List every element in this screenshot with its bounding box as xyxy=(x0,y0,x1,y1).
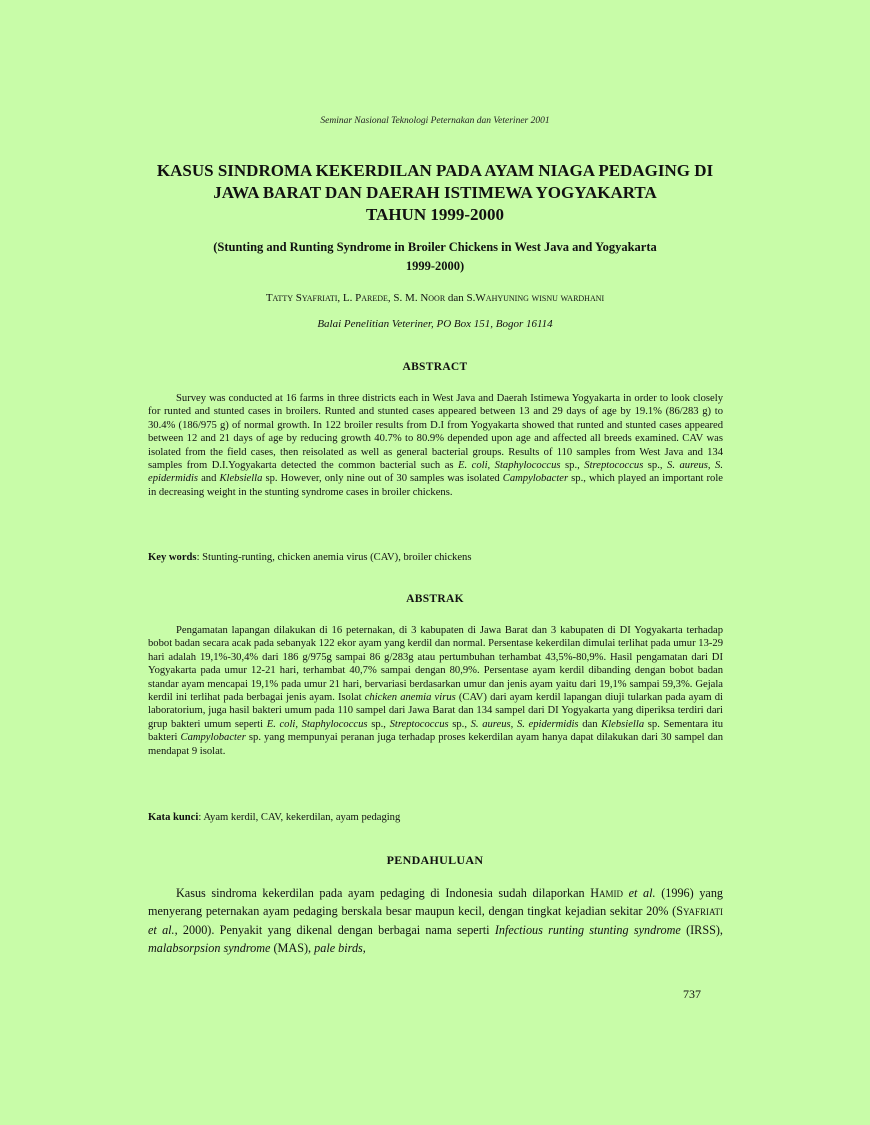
text: Survey was conducted at 16 farms in three districts each in West Java and Daerah Istimewa Yogyakarta in order to look closely for runted and stunted cases in broilers. Runted and stunted cases appeared between 13 and 29 days of age by 19.1% (86/283 g) to 30.4% (186/975 g) of normal growth. In 122 broiler results from D.I from Yogyakarta showed that runted and stunted cases appeared between 12 and 21 days of age by reducing growth 40.7% to 80.9% depended upon age and affected all breeds examined. CAV was isolated from the field cases, then reisolated as well as general bacterial groups. Results of 110 samples from West Java and 134 samples from D.I.Yogyakarta detected the common bacterial such as xyxy=(148,393,723,472)
italic-text: pale birds, xyxy=(314,941,366,956)
text: sp. Sementara itu bakteri xyxy=(148,718,724,744)
text: sp., xyxy=(560,460,585,472)
author-citation: Hamid xyxy=(590,886,624,900)
author-names: S.Wahyuning wisnu wardhani xyxy=(466,292,605,304)
text: sp., xyxy=(643,460,668,472)
italic-text: S. aureus, S. epidermidis xyxy=(148,460,724,485)
paper-subtitle xyxy=(150,238,720,276)
abstrak-heading: ABSTRAK xyxy=(406,593,464,605)
italic-text: E. coli, Staphylococcus xyxy=(458,460,561,472)
running-head: Seminar Nasional Teknologi Peternakan dan Veteriner 2001 xyxy=(320,116,550,126)
text: sp. yang mempunyai peranan juga terhadap proses kekerdilan ayam hanya dapat dilakukan dari 30 sampel dan mendapat 9 isolat. xyxy=(148,732,723,757)
italic-text: E. coli, Staphylococcus xyxy=(266,718,368,730)
title-line: KASUS SINDROMA KEKERDILAN PADA AYAM NIAGA PEDAGING DI xyxy=(156,161,714,180)
italic-text: malabsorpsion syndrome xyxy=(148,941,271,956)
abstract-keywords xyxy=(148,552,723,563)
author-and: dan xyxy=(447,292,464,304)
abstract-heading: ABSTRACT xyxy=(402,361,468,373)
text: (CAV) dari ayam kerdil lapangan diuji tularkan pada ayam di laboratorium, juga hasil bakteri umum pada 110 sampel dari Jawa Barat dan 134 sampel dari DI Yogyakarta yang diperiksa terdiri dari grup bakteri umum seperti xyxy=(148,692,723,730)
text: (MAS), xyxy=(270,941,315,956)
abstract-body xyxy=(148,392,723,499)
italic-text: et al. xyxy=(623,886,656,900)
text: Pengamatan lapangan dilakukan di 16 peternakan, di 3 kabupaten di Jawa Barat dan 3 kabupaten di DI Yogyakarta terhadap bobot badan secara acak pada sebanyak 122 ekor ayam yang kerdil dan normal. Persentase kekerdilan dimulai terlihat pada umur 13-29 hari adalah 19,1%-30,4% dari 186 g/975g sampai 86 g/283g atau pertumbuhan terhambat 43,5%-80,9%. Hasil pengamatan dari DI Yogyakarta pada umur 12-21 hari, terhambat 40,7% sampai dengan 80,9%. Persentase ayam kerdil dibanding dengan bobot badan standar ayam mencapai 19,1% pada umur 21 hari, bervariasi berdasarkan umur dan jenis ayam yaitu dari 19,1% sampai 59,3%. Gejala kerdil ini terlihat pada berbagai jenis ayam. Isolat xyxy=(148,625,723,704)
keywords-text: : Ayam kerdil, CAV, kekerdilan, ayam pedaging xyxy=(198,812,401,823)
italic-text: Campylobacter xyxy=(180,732,246,744)
keywords-label: Kata kunci xyxy=(148,812,199,823)
text: sp. However, only nine out of 30 samples was isolated xyxy=(262,473,503,485)
intro-heading: PENDAHULUAN xyxy=(386,853,484,867)
keywords-text: : Stunting-runting, chicken anemia virus (CAV), broiler chickens xyxy=(196,552,472,563)
intro-body xyxy=(148,884,723,958)
paper-title xyxy=(120,160,750,226)
italic-text: Klebsiella xyxy=(219,473,263,485)
italic-text: et al., xyxy=(148,922,178,937)
subtitle-line: 1999-2000) xyxy=(405,259,465,273)
authors xyxy=(0,292,870,304)
abstrak-keywords xyxy=(148,812,723,823)
author-citation: Syafriati xyxy=(676,904,723,919)
text: sp., which played an important role in decreasing weight in the stunting syndrome cases in broiler chickens. xyxy=(148,473,723,498)
abstrak-body xyxy=(148,624,723,758)
subtitle-line: (Stunting and Runting Syndrome in Broiler Chickens in West Java and Yogyakarta xyxy=(213,240,657,254)
text: and xyxy=(198,473,220,485)
author-names: Tatty Syafriati, L. Parede, S. M. Noor xyxy=(265,292,446,304)
title-line: JAWA BARAT DAN DAERAH ISTIMEWA YOGYAKARTA xyxy=(213,183,657,202)
page-number: 737 xyxy=(683,987,701,1001)
text: dan xyxy=(578,718,602,730)
text: Kasus sindroma kekerdilan pada ayam pedaging di Indonesia sudah dilaporkan xyxy=(176,886,591,900)
italic-text: Campylobacter xyxy=(502,473,569,485)
text: (IRSS), xyxy=(680,922,723,937)
italic-text: Streptococcus xyxy=(389,718,449,730)
affiliation: Balai Penelitian Veteriner, PO Box 151, Bogor 16114 xyxy=(317,318,553,330)
italic-text: Klebsiella xyxy=(601,718,645,730)
italic-text: Infectious runting stunting syndrome xyxy=(494,922,681,937)
text: 2000). Penyakit yang dikenal dengan berbagai nama seperti xyxy=(177,922,495,937)
italic-text: Streptococcus xyxy=(584,460,644,472)
text: (1996) yang menyerang peternakan ayam pedaging berskala besar maupun kecil, dengan tingkat kejadian sekitar 20% ( xyxy=(148,886,724,919)
italic-text: chicken anemia virus xyxy=(364,692,456,704)
title-line: TAHUN 1999-2000 xyxy=(365,205,505,224)
text: sp., xyxy=(448,718,471,730)
keywords-label: Key words xyxy=(148,552,197,563)
text: sp., xyxy=(367,718,390,730)
italic-text: S. aureus, S. epidermidis xyxy=(470,718,579,730)
